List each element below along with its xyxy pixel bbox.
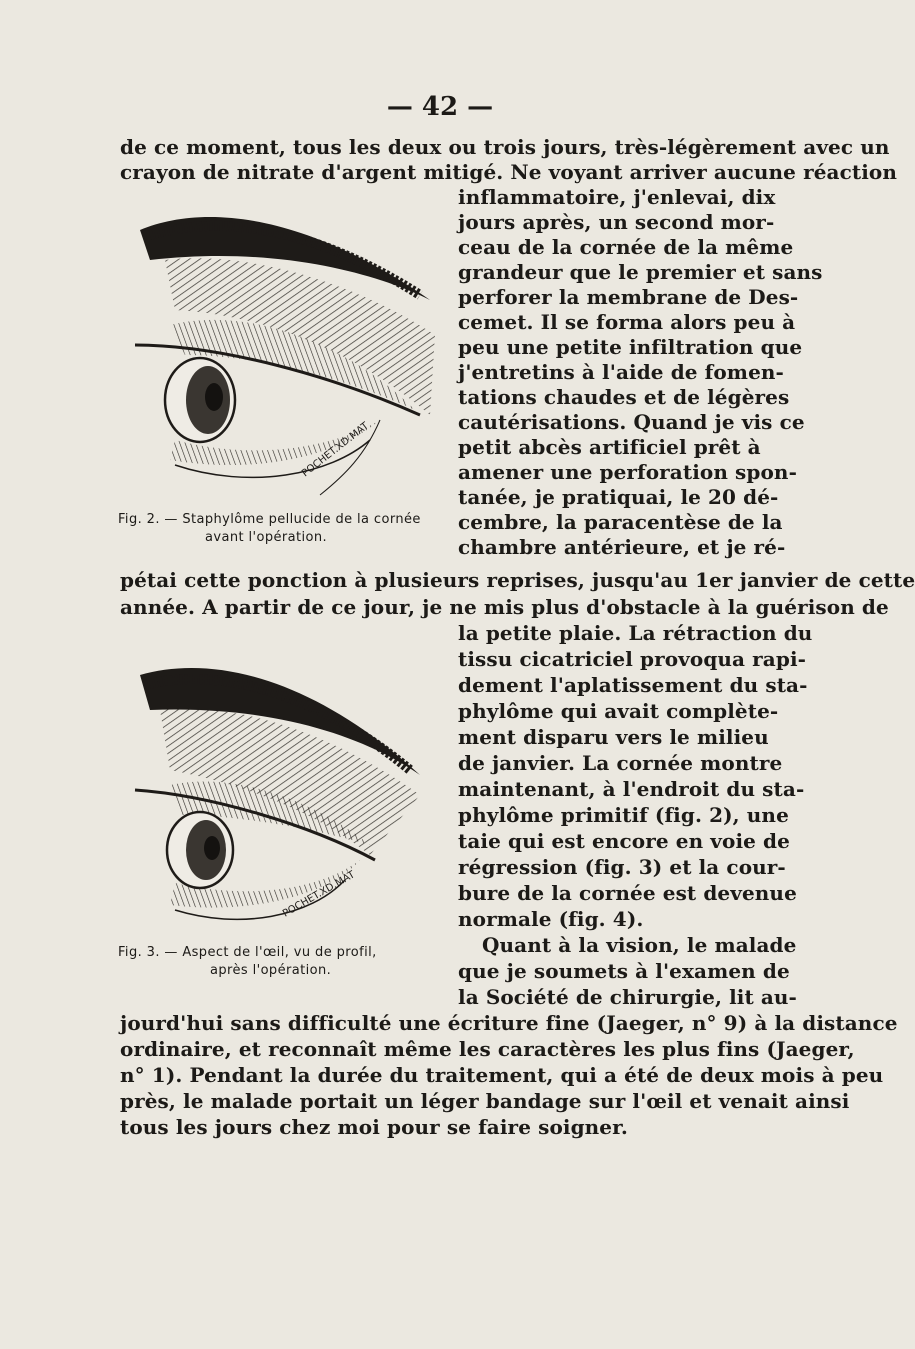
text-line: maintenant, à l'endroit du sta- <box>458 777 805 801</box>
text-line: cautérisations. Quand je vis ce <box>458 410 805 434</box>
text-line: jours après, un second mor- <box>458 210 775 234</box>
text-line: la petite plaie. La rétraction du <box>458 621 813 645</box>
text-line: chambre antérieure, et je ré- <box>458 535 786 559</box>
text-line: j'entretins à l'aide de fomen- <box>458 360 784 384</box>
text-line: la Société de chirurgie, lit au- <box>458 985 797 1009</box>
text-line: amener une perforation spon- <box>458 460 797 484</box>
text-line: crayon de nitrate d'argent mitigé. Ne voyant arriver aucune réaction <box>120 160 897 184</box>
text-line: tations chaudes et de légères <box>458 385 790 409</box>
figure-2-eye-engraving <box>130 205 450 505</box>
text-line: ceau de la cornée de la même <box>458 235 794 259</box>
text-line: tissu cicatriciel provoqua rapi- <box>458 647 807 671</box>
text-line: pétai cette ponction à plusieurs reprises, jusqu'au 1er janvier de cette <box>120 568 915 592</box>
text-line: ordinaire, et reconnaît même les caractères les plus fins (Jaeger, <box>120 1037 855 1061</box>
text-line: jourd'hui sans difficulté une écriture fine (Jaeger, n° 9) à la distance <box>120 1011 898 1035</box>
text-line: près, le malade portait un léger bandage sur l'œil et venait ainsi <box>120 1089 850 1113</box>
text-line: bure de la cornée est devenue <box>458 881 797 905</box>
text-line: de ce moment, tous les deux ou trois jours, très-légèrement avec un <box>120 135 890 159</box>
figure-2-caption: Fig. 2. — Staphylôme pellucide de la cornée <box>118 512 421 527</box>
text-line: de janvier. La cornée montre <box>458 751 783 775</box>
text-line: normale (fig. 4). <box>458 907 644 931</box>
figure-3-caption: Fig. 3. — Aspect de l'œil, vu de profil, <box>118 945 377 960</box>
figure-2-caption-line2: avant l'opération. <box>205 530 328 545</box>
text-line: cemet. Il se forma alors peu à <box>458 310 796 334</box>
text-line: cembre, la paracentèse de la <box>458 510 783 534</box>
figure-3-eye-engraving <box>130 655 430 935</box>
text-line: phylôme primitif (fig. 2), une <box>458 803 789 827</box>
text-line: n° 1). Pendant la durée du traitement, qui a été de deux mois à peu <box>120 1063 884 1087</box>
text-line: tanée, je pratiquai, le 20 dé- <box>458 485 779 509</box>
text-line: petit abcès artificiel prêt à <box>458 435 761 459</box>
text-line: régression (fig. 3) et la cour- <box>458 855 786 879</box>
text-line: grandeur que le premier et sans <box>458 260 823 284</box>
text-line: ment disparu vers le milieu <box>458 725 769 749</box>
text-line: que je soumets à l'examen de <box>458 959 790 983</box>
text-line: dement l'aplatissement du sta- <box>458 673 808 697</box>
text-line: taie qui est encore en voie de <box>458 829 790 853</box>
figure-3-caption-line2: après l'opération. <box>210 963 332 978</box>
page-number: — 42 — <box>386 92 494 122</box>
text-line: tous les jours chez moi pour se faire soigner. <box>120 1115 628 1139</box>
text-line: phylôme qui avait complète- <box>458 699 779 723</box>
text-line: Quant à la vision, le malade <box>482 933 797 957</box>
text-line: année. A partir de ce jour, je ne mis plus d'obstacle à la guérison de <box>120 595 889 619</box>
text-line: perforer la membrane de Des- <box>458 285 799 309</box>
text-line: inflammatoire, j'enlevai, dix <box>458 185 776 209</box>
engraver-signature: POCHET.XD.MAT <box>300 420 371 480</box>
engraver-signature: POCHET.XD.MAT <box>281 869 357 920</box>
text-line: peu une petite infiltration que <box>458 335 803 359</box>
